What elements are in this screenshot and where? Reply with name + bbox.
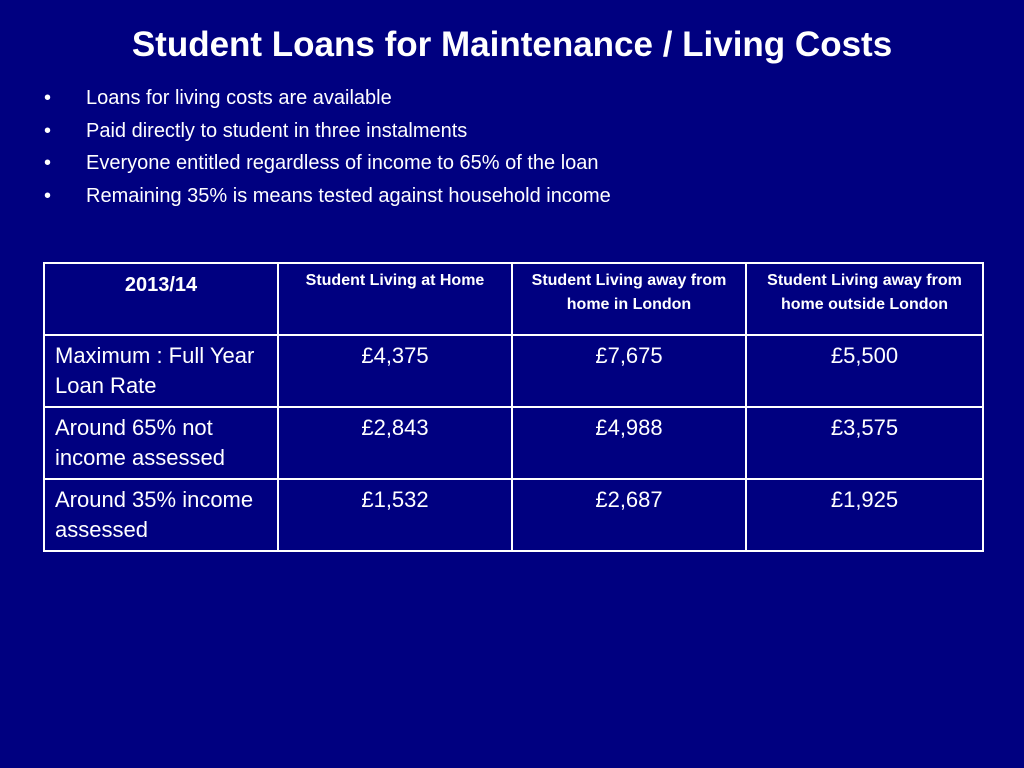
header-away-london: Student Living away from home in London [512, 263, 746, 335]
bullet-text: Remaining 35% is means tested against household income [86, 184, 611, 207]
bullet-dot-icon: • [44, 184, 52, 207]
table-cell: £7,675 [512, 335, 746, 407]
bullet-text: Loans for living costs are available [86, 87, 392, 109]
table-cell: £4,375 [278, 335, 512, 407]
table-cell: £1,925 [746, 479, 983, 551]
header-living-at-home: Student Living at Home [278, 263, 512, 335]
header-year: 2013/14 [44, 263, 278, 335]
bullet-dot-icon: • [44, 152, 52, 174]
bullet-item [44, 147, 611, 180]
bullet-item [44, 180, 611, 213]
row-label: Around 65% not income assessed [44, 407, 278, 479]
table-cell: £4,988 [512, 407, 746, 479]
bullet-text: Everyone entitled regardless of income to 65% of the loan [86, 152, 599, 174]
table-cell: £2,687 [512, 479, 746, 551]
bullet-dot-icon: • [44, 87, 52, 109]
bullet-text: Paid directly to student in three instalments [86, 119, 468, 142]
bullet-item [44, 82, 611, 115]
table-row [44, 479, 983, 551]
bullet-item [44, 115, 611, 148]
bullet-list [44, 82, 611, 212]
table-cell: £1,532 [278, 479, 512, 551]
slide-title: Student Loans for Maintenance / Living Costs [131, 25, 893, 64]
table-cell: £3,575 [746, 407, 983, 479]
bullet-dot-icon: • [44, 119, 52, 142]
table-header-row [44, 263, 983, 335]
table-cell: £5,500 [746, 335, 983, 407]
table-cell: £2,843 [278, 407, 512, 479]
row-label: Maximum : Full Year Loan Rate [44, 335, 278, 407]
table-row [44, 335, 983, 407]
header-away-outside-london: Student Living away from home outside London [746, 263, 983, 335]
row-label: Around 35% income assessed [44, 479, 278, 551]
loan-rates-table [43, 262, 984, 552]
table-row [44, 407, 983, 479]
